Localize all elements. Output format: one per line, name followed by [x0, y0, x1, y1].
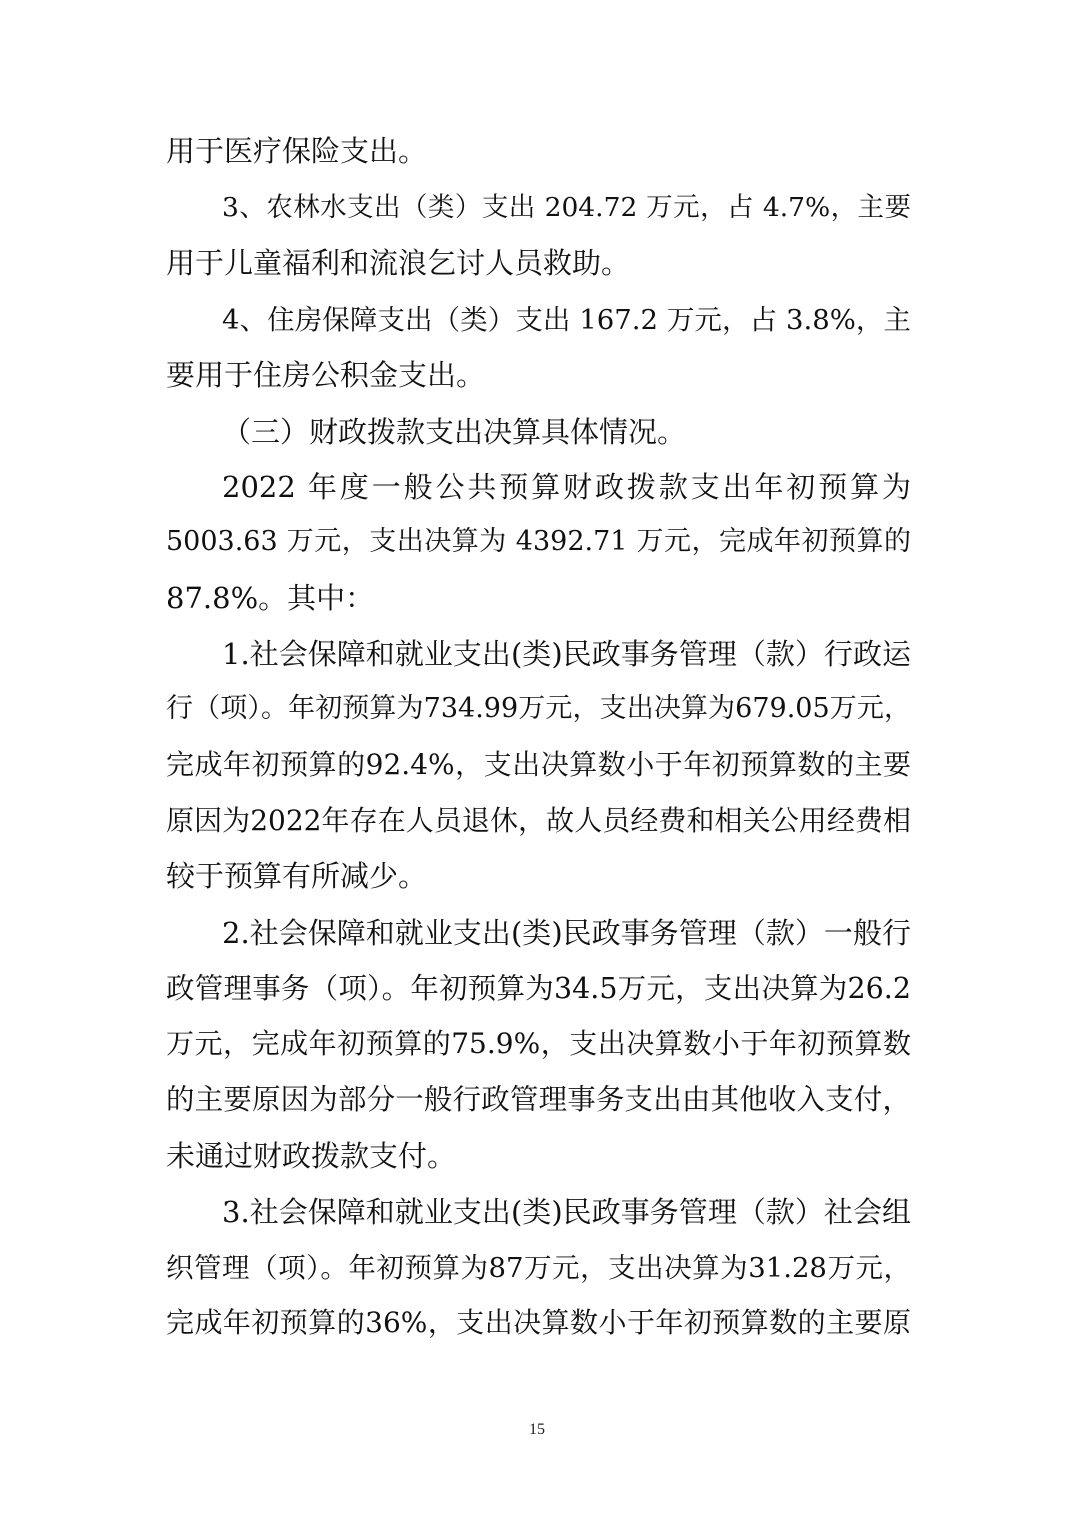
body-text-line: 的主要原因为部分一般行政管理事务支出由其他收入支付， — [166, 1083, 911, 1116]
body-text-line: 要用于住房公积金支出。 — [166, 358, 486, 392]
body-text-line: 4、住房保障支出（类）支出 167.2 万元，占 3.8%，主 — [222, 304, 911, 336]
section-heading: （三）财政拨款支出决算具体情况。 — [222, 415, 687, 449]
body-text-line: 2022 年度一般公共预算财政拨款支出年初预算为 — [222, 470, 911, 504]
body-text-line: 原因为2022年存在人员退休，故人员经费和相关公用经费相 — [166, 804, 911, 837]
body-text-line: 完成年初预算的92.4%，支出决算数小于年初预算数的主要 — [166, 748, 911, 781]
body-text-line: 未通过财政拨款支付。 — [166, 1139, 457, 1173]
body-text-line: 完成年初预算的36%，支出决算数小于年初预算数的主要原 — [166, 1306, 911, 1339]
body-text-line: 织管理（项）。年初预算为87万元，支出决算为31.28万元， — [166, 1252, 911, 1284]
body-text-line: 万元，完成年初预算的75.9%，支出决算数小于年初预算数 — [166, 1027, 911, 1060]
body-text-line: 3、农林水支出（类）支出 204.72 万元，占 4.7%，主要 — [222, 192, 911, 223]
body-text-line: 用于医疗保险支出。 — [166, 134, 428, 168]
body-text-line: 行（项）。年初预算为734.99万元，支出决算为679.05万元， — [166, 693, 911, 724]
body-text-line: 政管理事务（项）。年初预算为34.5万元，支出决算为26.2 — [166, 972, 911, 1005]
body-text-line: 3.社会保障和就业支出(类)民政事务管理（款）社会组 — [222, 1195, 911, 1229]
body-text-line: 5003.63 万元，支出决算为 4392.71 万元，完成年初预算的 — [166, 526, 911, 557]
body-text-line: 较于预算有所减少。 — [166, 859, 428, 893]
body-text-line: 1.社会保障和就业支出(类)民政事务管理（款）行政运 — [222, 637, 911, 671]
body-text-line: 用于儿童福利和流浪乞讨人员救助。 — [166, 246, 631, 280]
body-text-line: 87.8%。其中： — [166, 581, 375, 615]
body-text-line: 2.社会保障和就业支出(类)民政事务管理（款）一般行 — [222, 916, 911, 950]
page-number: 15 — [529, 1421, 545, 1438]
